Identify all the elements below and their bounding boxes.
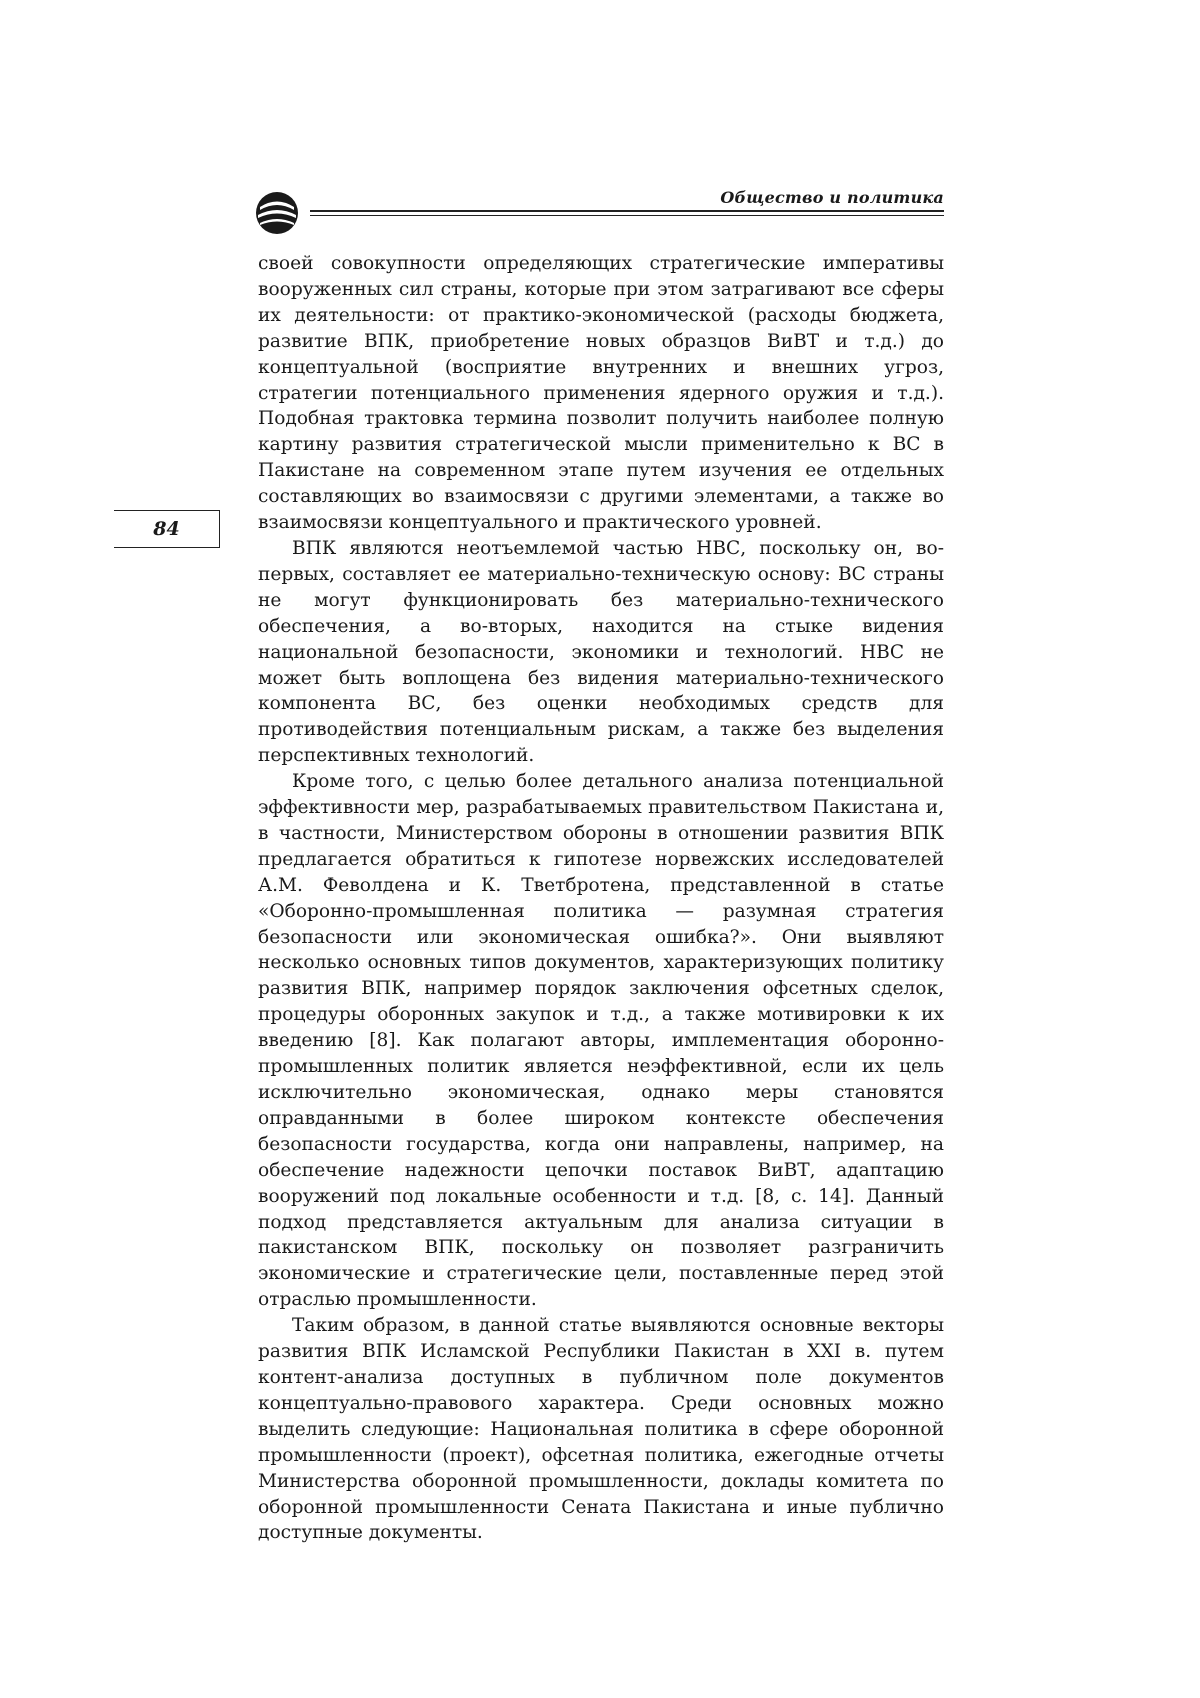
paragraph: Кроме того, с целью более детального анализа потенциальной эффективности мер, разрабатываемых правительством Пакистана и, в частности, Министерством обороны в отношении развития ВПК предлагается обратиться к гипотезе норвежских исследователей А.М. Феволдена и К. Тветбротена, представленной в статье «Оборонно-промышленная политика — разумная стратегия безопасности или экономическая ошибка?». Они выявляют несколько основных типов документов, характеризующих политику развития ВПК, например порядок заключения офсетных сделок, процедуры оборонных закупок и т.д., а также мотивировки к их введению [8]. Как полагают авторы, имплементация оборонно-промышленных политик является неэффективной, если их цель исключительно экономическая, однако меры становятся оправданными в более широком контексте обеспечения безопасности государства, когда они направлены, например, на обеспечение надежности цепочки поставок ВиВТ, адаптацию вооружений под локальные особенности и т.д. [8, с. 14]. Данный подход представляется актуальным для анализа ситуации в пакистанском ВПК, поскольку он позволяет разграничить экономические и стратегические цели, поставленные перед этой отраслью промышленности. <box>258 771 944 1311</box>
journal-logo-icon <box>254 190 300 236</box>
page-number: 84 <box>153 518 180 540</box>
header-rule-thin <box>310 215 944 216</box>
running-title: Общество и политика <box>720 188 944 207</box>
header-rule-thick <box>310 210 944 212</box>
paragraph: ВПК являются неотъемлемой частью НВС, поскольку он, во-первых, составляет ее материально-техническую основу: ВС страны не могут функционировать без материально-технического обеспечения, а во-вторых, находится на стыке видения национальной безопасности, экономики и технологий. НВС не может быть воплощена без видения материально-технического компонента ВС, без оценки необходимых средств для противодействия потенциальным рискам, а также без выделения перспективных технологий. <box>258 537 944 767</box>
body-text <box>258 251 944 1546</box>
paragraph: Таким образом, в данной статье выявляются основные векторы развития ВПК Исламской Республики Пакистан в XXI в. путем контент-анализа доступных в публичном поле документов концептуально-правового характера. Среди основных можно выделить следующие: Национальная политика в сфере оборонной промышленности (проект), офсетная политика, ежегодные отчеты Министерства оборонной промышленности, доклады комитета по оборонной промышленности Сената Пакистана и иные публично доступные документы. <box>258 1315 944 1544</box>
page-number-box <box>114 510 220 548</box>
paragraph: своей совокупности определяющих стратегические императивы вооруженных сил страны, которые при этом затрагивают все сферы их деятельности: от практико-экономической (расходы бюджета, развитие ВПК, приобретение новых образцов ВиВТ и т.д.) до концептуальной (восприятие внутренних и внешних угроз, стратегии потенциального применения ядерного оружия и т.д.). Подобная трактовка термина позволит получить наиболее полную картину развития стратегической мысли применительно к ВС в Пакистане на современном этапе путем изучения ее отдельных составляющих во взаимосвязи с другими элементами, а также во взаимосвязи концептуального и практического уровней. <box>258 253 944 534</box>
